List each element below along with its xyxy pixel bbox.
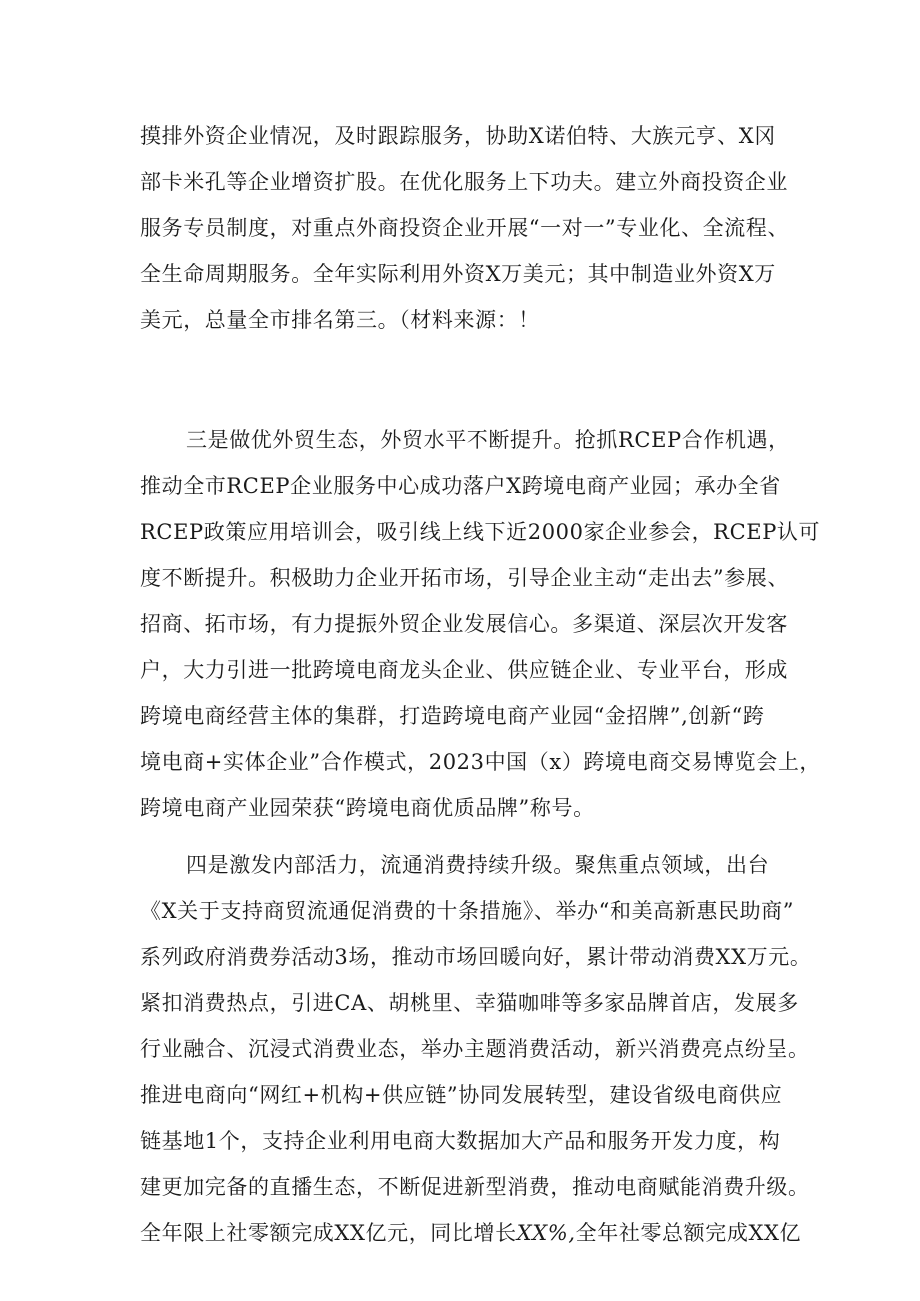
paragraph-2-line-1: 三是做优外贸生态，外贸水平不断提升。抢抓RCEP合作机遇， xyxy=(186,428,790,452)
paragraph-3-line-7: 链基地1个，支持企业利用电商大数据加大产品和服务开发力度，构 xyxy=(140,1129,781,1153)
paragraph-2-line-6: 户，大力引进一批跨境电商龙头企业、供应链企业、专业平台，形成 xyxy=(140,658,788,682)
paragraph-2-line-3: RCEP政策应用培训会，吸引线上线下近2000家企业参会，RCEP认可 xyxy=(140,520,821,544)
paragraph-1-line-4: 全生命周期服务。全年实际利用外资X万美元；其中制造业外资X万 xyxy=(140,262,776,286)
paragraph-1-line-5: 美元，总量全市排名第三。（材料来源：！ xyxy=(140,308,540,332)
paragraph-3-line-8: 建更加完备的直播生态，不断促进新型消费，推动电商赋能消费升级。 xyxy=(140,1175,810,1199)
paragraph-1-line-1: 摸排外资企业情况，及时跟踪服务，协助X诺伯特、大族元亨、X冈 xyxy=(140,124,776,148)
paragraph-3-line-1: 四是激发内部活力，流通消费持续升级。聚焦重点领域，出台 xyxy=(186,853,770,877)
paragraph-3-line-9-percent: XX%, xyxy=(516,1221,576,1245)
paragraph-3-line-2: 《X关于支持商贸流通促消费的十条措施》、举办“和美高新惠民助商” xyxy=(140,899,795,923)
paragraph-3-line-3: 系列政府消费券活动3场，推动市场回暖向好，累计带动消费XX万元。 xyxy=(140,945,812,969)
paragraph-3-line-9-end: 全年社零总额完成XX亿 xyxy=(575,1221,802,1245)
paragraph-3-line-4: 紧扣消费热点，引进CA、胡桃里、幸猫咖啡等多家品牌首店，发展多 xyxy=(140,991,799,1015)
paragraph-3-line-9-start: 全年限上社零额完成XX亿元，同比增长 xyxy=(140,1221,517,1245)
paragraph-1-line-2: 部卡米孔等企业增资扩股。在优化服务上下功夫。建立外商投资企业 xyxy=(140,170,788,194)
paragraph-2-line-8: 境电商+实体企业”合作模式，2023中国（x）跨境电商交易博览会上， xyxy=(140,750,822,774)
paragraph-1-line-3: 服务专员制度，对重点外商投资企业开展“一对一”专业化、全流程、 xyxy=(140,216,790,240)
paragraph-3-line-6: 推进电商向“网红+机构+供应链”协同发展转型，建设省级电商供应 xyxy=(140,1083,783,1107)
paragraph-2-line-5: 招商、拓市场，有力提振外贸企业发展信心。多渠道、深层次开发客 xyxy=(140,612,788,636)
paragraph-3-line-5: 行业融合、沉浸式消费业态，举办主题消费活动，新兴消费亮点纷呈。 xyxy=(140,1037,810,1061)
paragraph-2-line-7: 跨境电商经营主体的集群，打造跨境电商产业园“金招牌”,创新“跨 xyxy=(140,704,765,728)
paragraph-2-line-4: 度不断提升。积极助力企业开拓市场，引导企业主动“走出去”参展、 xyxy=(140,566,790,590)
paragraph-2-line-2: 推动全市RCEP企业服务中心成功落户X跨境电商产业园；承办全省 xyxy=(140,474,781,498)
paragraph-3-line-9 xyxy=(140,1218,800,1248)
paragraph-2-line-9: 跨境电商产业园荣获“跨境电商优质品牌”称号。 xyxy=(140,796,595,820)
